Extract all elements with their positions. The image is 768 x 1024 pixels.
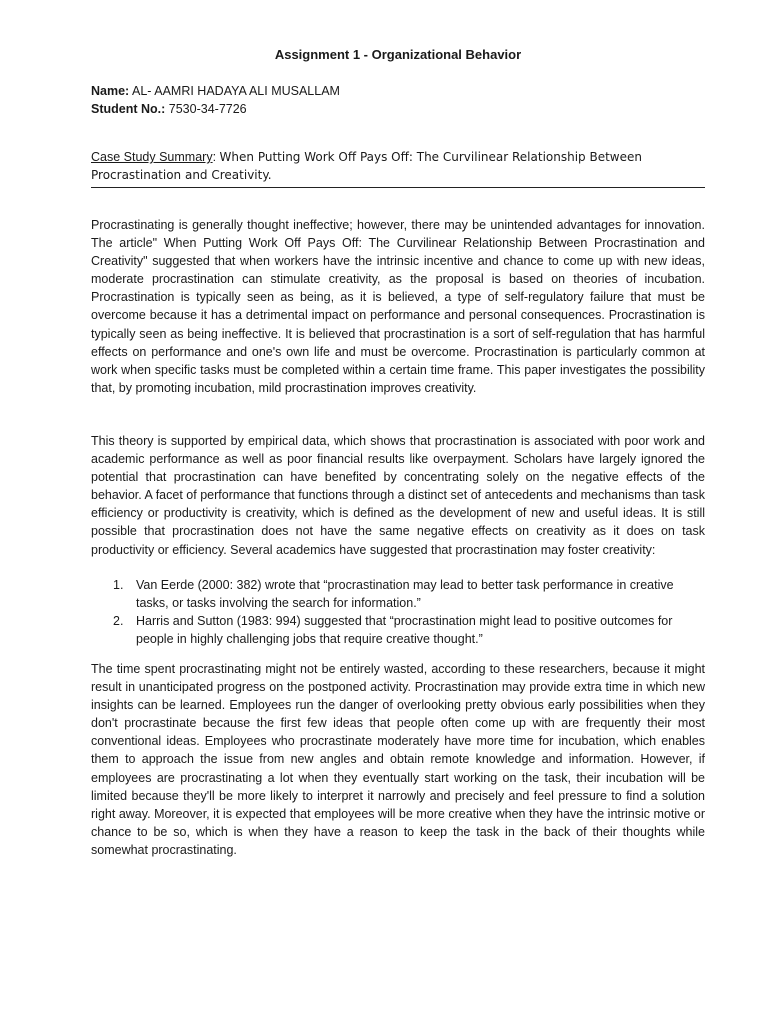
- document-title: Assignment 1 - Organizational Behavior: [274, 47, 522, 62]
- student-number-value: 7530-34-7726: [168, 102, 247, 116]
- paragraph-1: Procrastinating is generally thought ineffective; however, there may be unintended advantages for innovation. The article" When Putting Work Off Pays Off: The Curvilinear Relationship Between Procrastination and Creativity" suggested that when workers have the intrinsic incentive and chance to come up with new ideas, moderate procrastination can stimulate creativity, as the proposal is based on theories of incubation. Procrastination is typically seen as being, as it is believed, a type of self-regulatory failure that must be overcome because it has a detrimental impact on performance and personal consequences. Procrastination is typically seen as being ineffective. It is believed that procrastination is a sort of self-regulation that has harmful effects on performance and one's own life and must be overcome. Procrastination is particularly common at work when specific tasks must be completed within a certain time frame. This paper investigates the possibility that, by promoting incubation, mild procrastination improves creativity.: [91, 218, 705, 395]
- student-number-line: [91, 100, 247, 118]
- list-item-text: Harris and Sutton (1983: 994) suggested that “procrastination might lead to positive outcomes for people in highly challenging jobs that require creative thought.”: [136, 614, 673, 646]
- case-study-heading: [91, 148, 705, 188]
- student-name-line: [91, 82, 340, 100]
- numbered-list: [91, 576, 705, 648]
- list-item: [91, 612, 705, 648]
- paragraph-3: The time spent procrastinating might not be entirely wasted, according to these researchers, because it might result in unanticipated progress on the postponed activity. Procrastination may provide extra time in which new insights can be learned. Employees run the danger of overlooking pretty obvious early possibilities when they don't procrastinate because the first few ideas that people often come up with are frequently their most conventional ideas. Employees who procrastinate moderately have more time for incubation, which enables them to approach the issue from new angles and obtain remote knowledge and information. However, if employees are procrastinating a lot when they eventually start working on the task, their incubation will be limited because they'll be more likely to interpret it narrowly and precisely and feel pressure to find a solution right away. Moreover, it is expected that employees will be more creative when they have the intrinsic motive or chance to be so, which is when they have a reason to keep the task in the back of their thoughts while somewhat procrastinating.: [91, 662, 705, 857]
- student-number-label: Student No.:: [91, 102, 166, 116]
- case-study-title: When Putting Work Off Pays Off: The Curvilinear Relationship Between Procrastination and Creativity.: [91, 150, 642, 182]
- case-study-colon: :: [212, 150, 217, 164]
- list-item-number: 1.: [113, 578, 124, 592]
- case-study-label: Case Study Summary: [91, 150, 213, 164]
- list-item-number: 2.: [113, 614, 124, 628]
- name-value: AL- AAMRI HADAYA ALI MUSALLAM: [132, 84, 340, 98]
- list-item: [91, 576, 705, 612]
- paragraph-2: This theory is supported by empirical data, which shows that procrastination is associated with poor work and academic performance as well as poor financial results like overpayment. Scholars have largely ignored the potential that procrastination can have benefited by concentrating solely on the negative effects of the behavior. A facet of performance that functions through a distinct set of antecedents and mechanisms than task efficiency or productivity is creativity, which is defined as the development of new and useful ideas. It is still possible that procrastination does not have the same negative effects on creativity as it does on task productivity or efficiency. Several academics have suggested that procrastination may foster creativity:: [91, 434, 705, 557]
- name-label: Name:: [91, 84, 130, 98]
- list-item-text: Van Eerde (2000: 382) wrote that “procrastination may lead to better task performance in creative tasks, or tasks involving the search for information.”: [136, 578, 674, 610]
